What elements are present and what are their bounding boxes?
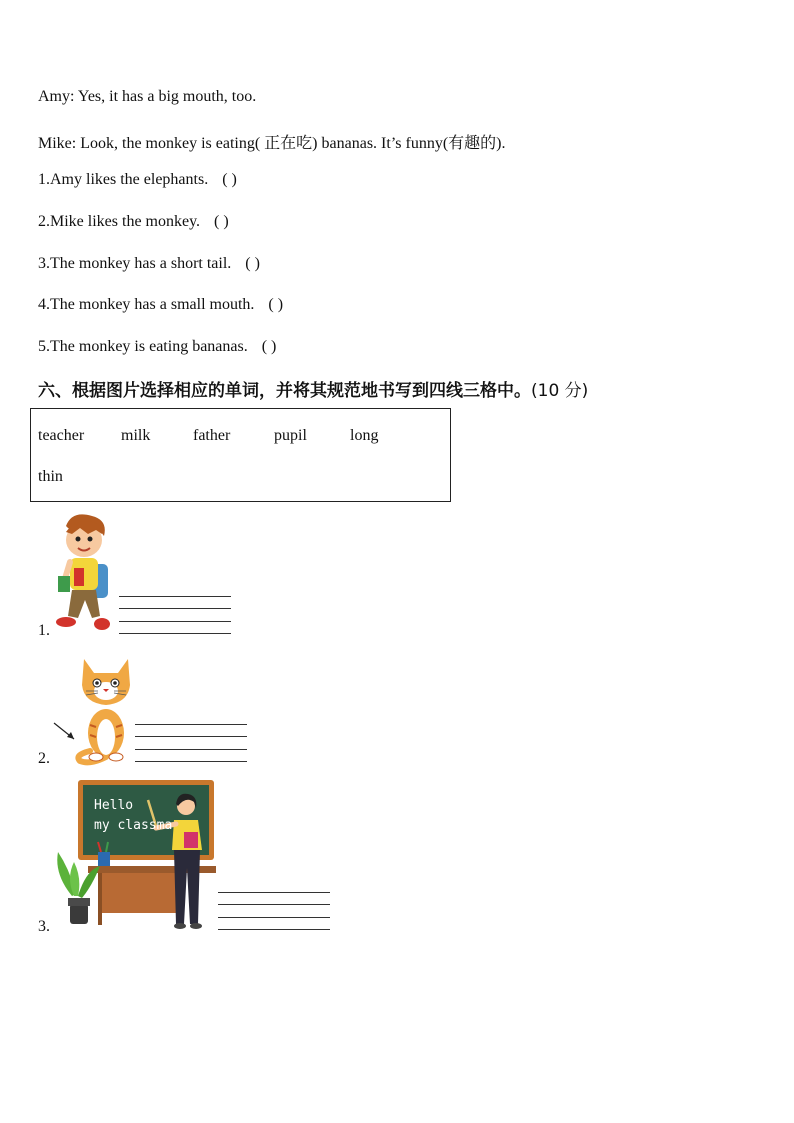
section-score: (10 分)	[531, 381, 589, 401]
statement-5	[38, 338, 276, 356]
writing-lines-3[interactable]	[218, 892, 330, 932]
word-father: father	[193, 427, 231, 444]
answer-parentheses[interactable]: ( )	[261, 338, 277, 355]
statement-text: 2.Mike likes the monkey.	[38, 213, 201, 230]
section-title: 六、根据图片选择相应的单词，并将其规范地书写到四线三格中。	[38, 381, 531, 401]
word-teacher: teacher	[38, 427, 85, 444]
answer-parentheses[interactable]: ( )	[245, 255, 260, 272]
dialog-text: Look, the monkey is eating( 正在吃) bananas. It’s funny(有趣的).	[80, 135, 506, 152]
statement-text: 1.Amy likes the elephants.	[38, 171, 209, 188]
word-pupil: pupil	[274, 427, 307, 444]
word-thin: thin	[38, 468, 63, 485]
blackboard-line-1: Hello	[94, 798, 134, 813]
word-long: long	[350, 427, 379, 444]
answer-parentheses[interactable]: ( )	[214, 213, 229, 230]
teacher-picture	[52, 778, 218, 933]
cat-picture	[50, 655, 134, 767]
item-number-3: 3.	[38, 918, 50, 935]
item-number-2: 2.	[38, 750, 50, 767]
dialog-line-amy	[38, 88, 256, 106]
word-bank	[30, 408, 451, 502]
statement-3	[38, 255, 260, 273]
dialog-text: Yes, it has a big mouth, too.	[77, 88, 257, 105]
item-number-1: 1.	[38, 622, 50, 639]
statement-1	[38, 171, 237, 189]
speaker: Amy:	[38, 88, 75, 105]
section-heading	[38, 376, 588, 401]
writing-lines-1[interactable]	[119, 596, 231, 636]
statement-text: 5.The monkey is eating bananas.	[38, 338, 248, 355]
statement-2	[38, 213, 229, 231]
blackboard-line-2: my classma	[94, 818, 173, 833]
word-milk: milk	[121, 427, 151, 444]
writing-lines-2[interactable]	[135, 724, 247, 764]
statement-text: 4.The monkey has a small mouth.	[38, 296, 255, 313]
answer-parentheses[interactable]: ( )	[268, 296, 284, 313]
statement-text: 3.The monkey has a short tail.	[38, 255, 232, 272]
pupil-boy-picture	[52, 512, 116, 636]
dialog-line-mike	[38, 130, 505, 153]
speaker: Mike:	[38, 135, 77, 152]
statement-4	[38, 296, 283, 314]
answer-parentheses[interactable]: ( )	[222, 171, 237, 188]
